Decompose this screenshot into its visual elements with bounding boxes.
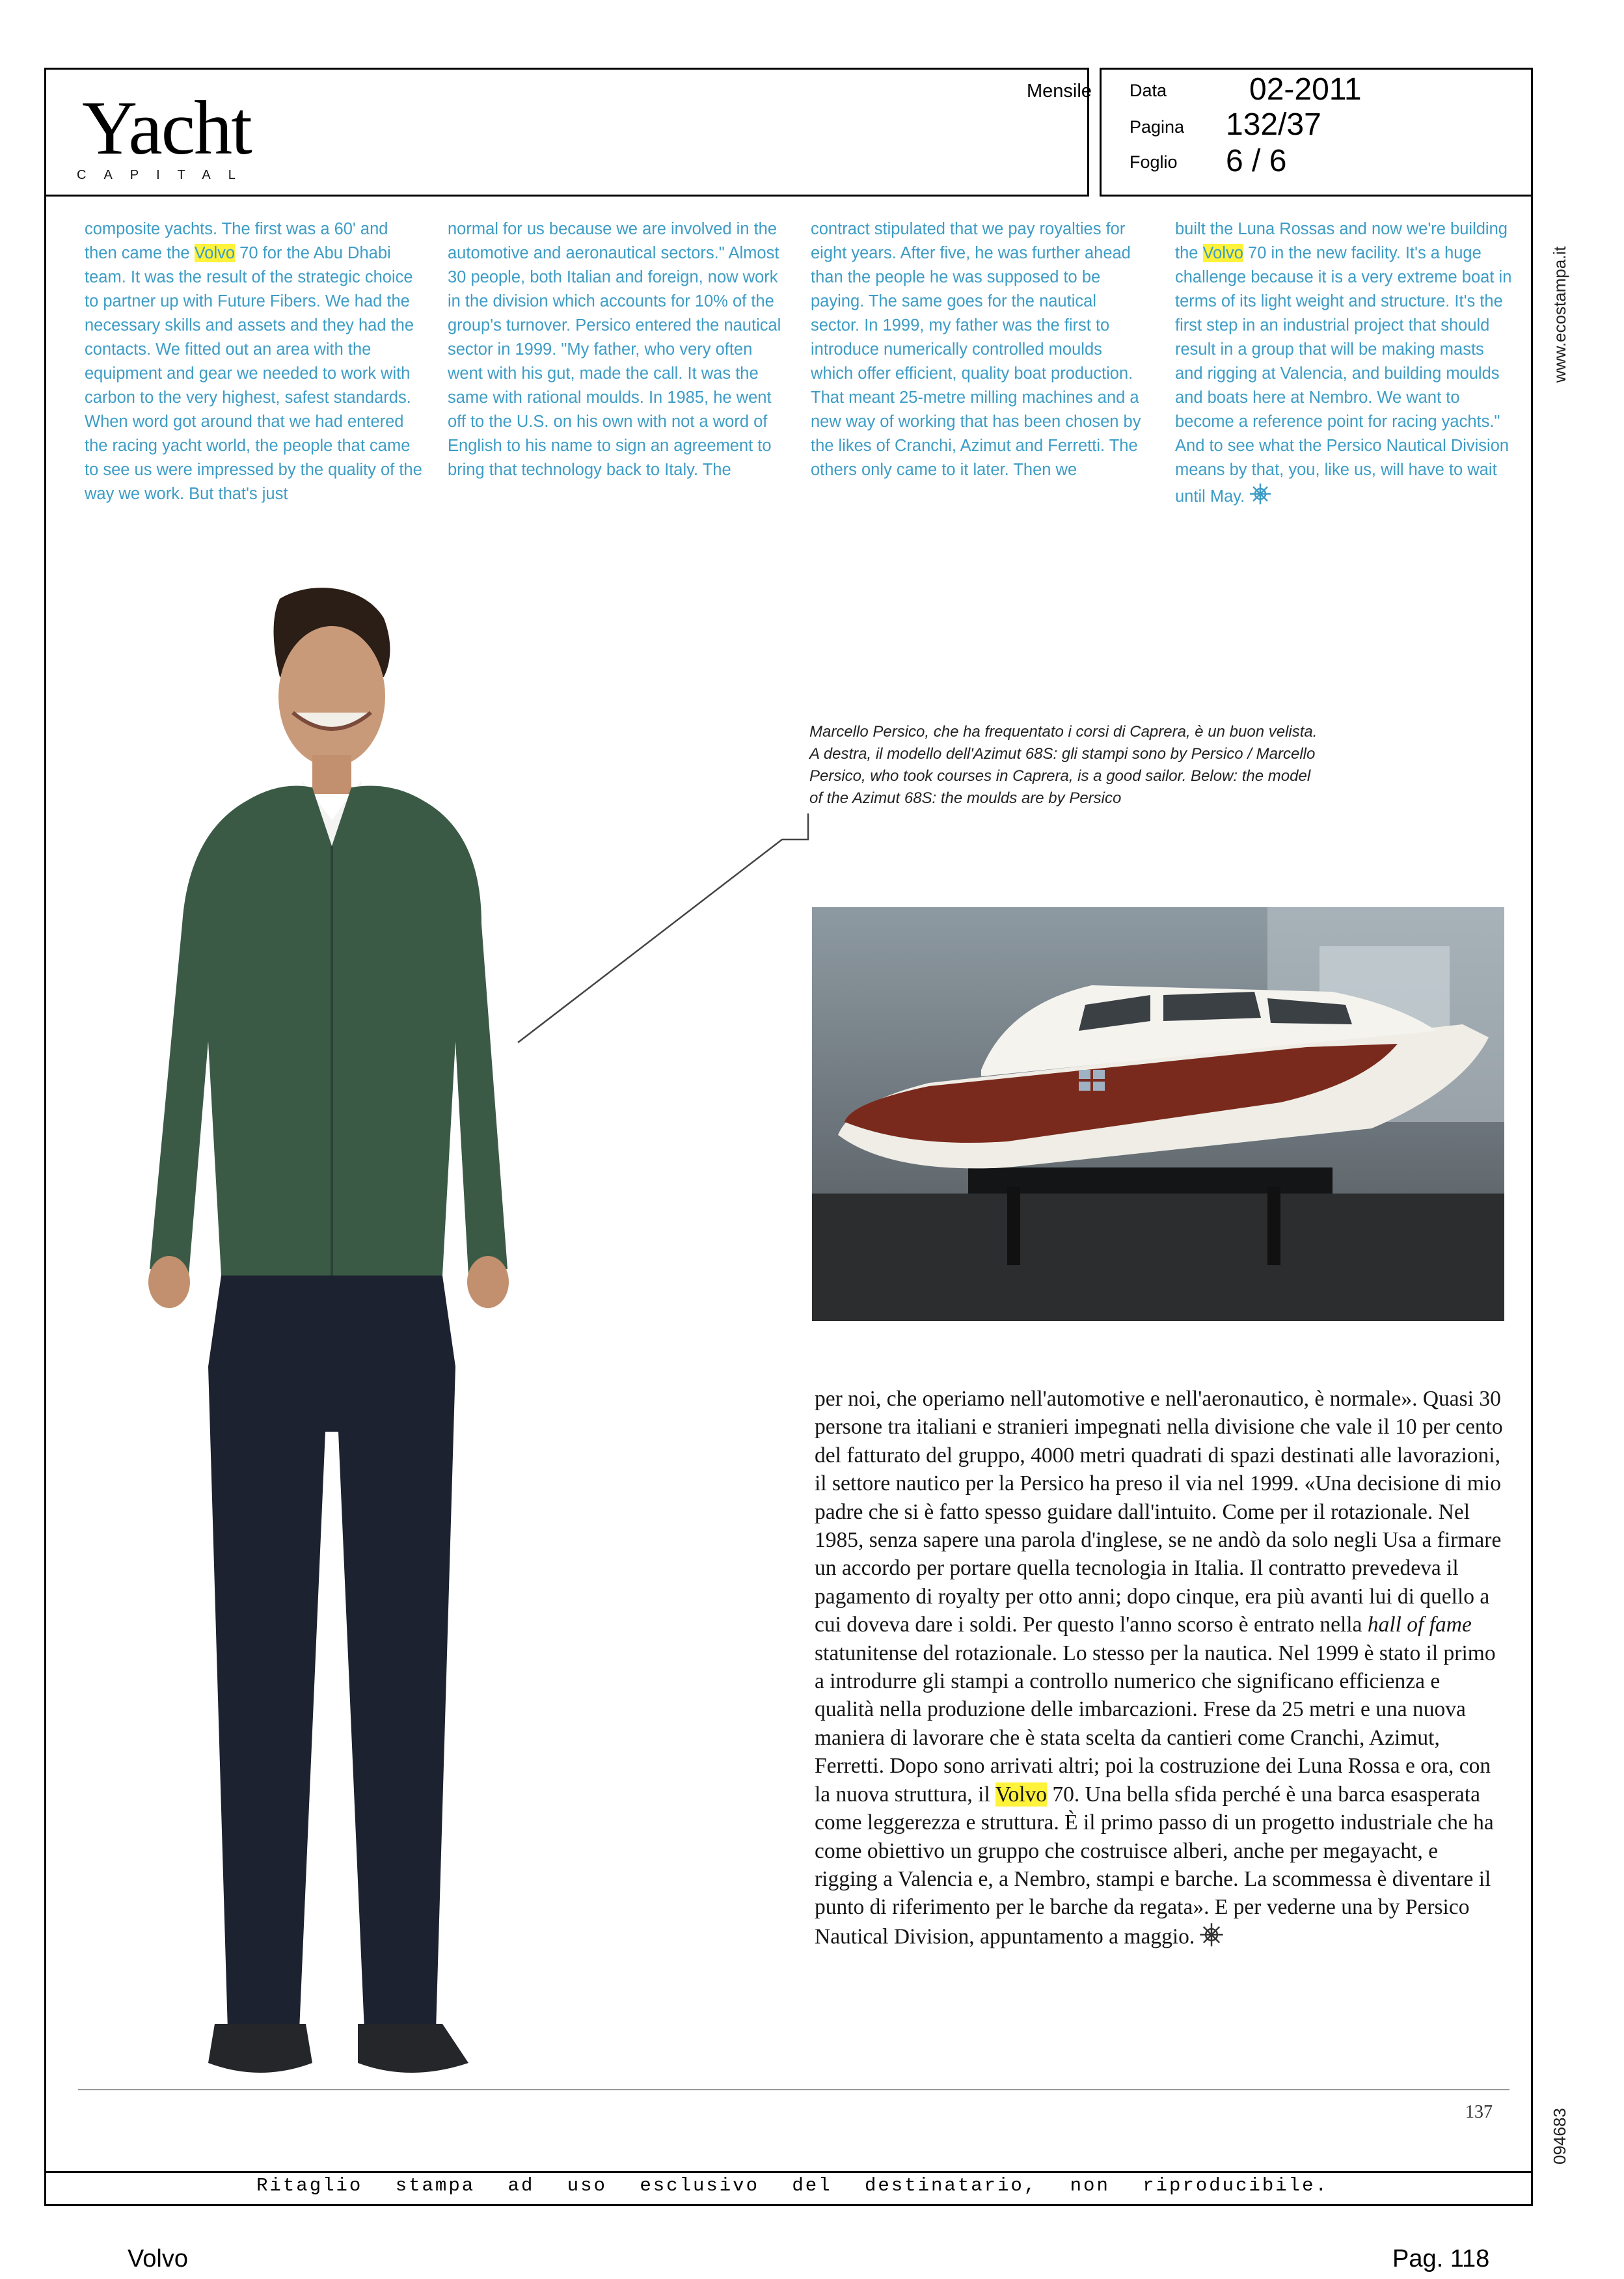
page-number: 137: [1465, 2102, 1493, 2122]
volvo-highlight: Volvo: [995, 1782, 1048, 1807]
bottom-left-label: Volvo: [128, 2245, 188, 2272]
english-column-4-text-a: built the Luna Rossas and now we're building the: [1175, 220, 1508, 262]
english-column-4-text-b: 70 in the new facility. It's a huge challenge because it is a very extreme boat in terms of its light weight and structure. It's the first step in an industrial project that should result in a group that will be making masts and rigging at Valencia, and building moulds and boats here at Nembro. We want to become a reference point for racing yachts." And to see what the Persico Nautical Division means by that, you, like us, will have to wait until May.: [1175, 244, 1512, 506]
data-label: Data: [1130, 81, 1167, 100]
footer-note: Ritaglio stampa ad uso esclusivo del destinatario, non riproducibile.: [256, 2175, 1329, 2196]
bottom-rule: [78, 2089, 1509, 2090]
english-column-2-text: normal for us because we are involved in the automotive and aeronautical sectors." Almost 30 people, both Italian and foreign, now work in the division which accounts for 10% of the group's turnover. Persico entered the nautical sector in 1999. "My father, who very often went with his gut, made the call. It was the same with rational moulds. In 1985, he went off to the U.S. on his own with not a word of English to his name to sign an agreement to bring that technology back to Italy. The: [448, 220, 781, 479]
logo: Yacht: [82, 85, 251, 171]
volvo-highlight: Volvo: [1202, 244, 1243, 262]
italian-text-b: statunitense del rotazionale. Lo stesso per la nautica. Nel 1999 è stato il primo a introdurre gli stampi a controllo numerico che significano efficienza e qualità nella produzione delle imbarcazioni. Frese da 25 metri e una nuova maniera di lavorare che è stata scelta da cantieri come Cranchi, Azimut, Ferretti. Dopo sono arrivati altri; poi la costruzione dei Luna Rossa e ora, con la nuova struttura, il: [815, 1641, 1496, 1807]
caption-leader-line: [514, 813, 813, 1048]
ship-wheel-icon: [1198, 1922, 1225, 1955]
foglio-value: 6 / 6: [1226, 144, 1287, 178]
volvo-highlight: Volvo: [194, 244, 236, 262]
english-column-4: [1175, 217, 1513, 513]
pagina-label: Pagina: [1130, 117, 1185, 137]
english-column-2: [448, 217, 786, 482]
english-column-1: [85, 217, 423, 506]
footer-rule: [44, 2171, 1533, 2173]
italian-text-c: 70. Una bella sfida perché è una barca esasperata come leggerezza e struttura. È il primo passo di un progetto industriale che ha come obiettivo un gruppo che costruisce alberi, anche per megayacht, e rigging a Valencia e, a Nembro, stampi e barche. La scommessa è diventare il punto di riferimento per le barche da regata». E per vederne una by Persico Nautical Division, appuntamento a maggio.: [815, 1782, 1494, 1949]
pagina-value: 132/37: [1226, 107, 1321, 142]
english-column-3-text: contract stipulated that we pay royalties for eight years. After five, he was further ahead than the people he was supposed to be paying. The same goes for the nautical sector. In 1999, my father was the first to introduce numerically controlled moulds which offer efficient, quality boat production. That meant 25-metre milling machines and a new way of working that has been chosen by the likes of Cranchi, Azimut and Ferretti. The others only came to it later. Then we: [811, 220, 1141, 479]
bottom-page-label: Pag. 118: [1392, 2245, 1490, 2272]
italian-text-a: per noi, che operiamo nell'automotive e nell'aeronautico, è normale». Quasi 30 persone tra italiani e stranieri impegnati nella divisione che vale il 10 per cento del fatturato del gruppo, 4000 metri quadrati di spazi destinati alle lavorazioni, il settore nautico per la Persico ha preso il via nel 1999. «Una decisione di mio padre che si è fatto spesso guidare dall'intuito. Come per il rotazionale. Nel 1985, senza sapere una parola d'inglese, se ne andò da solo negli Usa a firmare un accordo per portare quella tecnologia in Italia. Il contratto prevedeva il pagamento di royalty per otto anni; dopo cinque, era più avanti lui di quello a cui doveva dare i soldi. Per questo l'anno scorso è entrato nella: [815, 1387, 1503, 1637]
logo-subtitle: CAPITAL: [77, 168, 253, 182]
ship-wheel-icon: [1249, 482, 1272, 513]
foglio-label: Foglio: [1130, 152, 1178, 172]
english-column-1-text-a: composite yachts. The first was a 60' and then came the: [85, 220, 388, 262]
english-column-3: [811, 217, 1149, 482]
data-value: 02-2011: [1249, 72, 1362, 107]
english-column-1-text-b: 70 for the Abu Dhabi team. It was the result of the strategic choice to partner up with Future Fibers. We had the necessary skills and assets and they had the contacts. We fitted out an area with the equipment and gear we needed to work with carbon to the very highest, safest standards. When word got around that we had entered the racing yacht world, the people that came to see us were impressed by the quality of the way we work. But that's just: [85, 244, 422, 503]
person-photo: [117, 586, 521, 2102]
website-label: www.ecostampa.it: [1550, 246, 1569, 383]
boat-model-photo: [812, 907, 1504, 1321]
frequency-label: Mensile: [1027, 81, 1092, 102]
side-code: 094683: [1550, 2108, 1569, 2164]
italian-text-emphasis: hall of fame: [1367, 1613, 1472, 1637]
photo-caption: Marcello Persico, che ha frequentato i corsi di Caprera, è un buon velista. A destra, il modello dell'Azimut 68S: gli stampi sono by Persico / Marcello Persico, who took courses in Caprera, is a good sailor. Below: the model of the Azimut 68S: the moulds are by Persico: [809, 723, 1318, 807]
italian-article-text: [815, 1385, 1504, 1955]
